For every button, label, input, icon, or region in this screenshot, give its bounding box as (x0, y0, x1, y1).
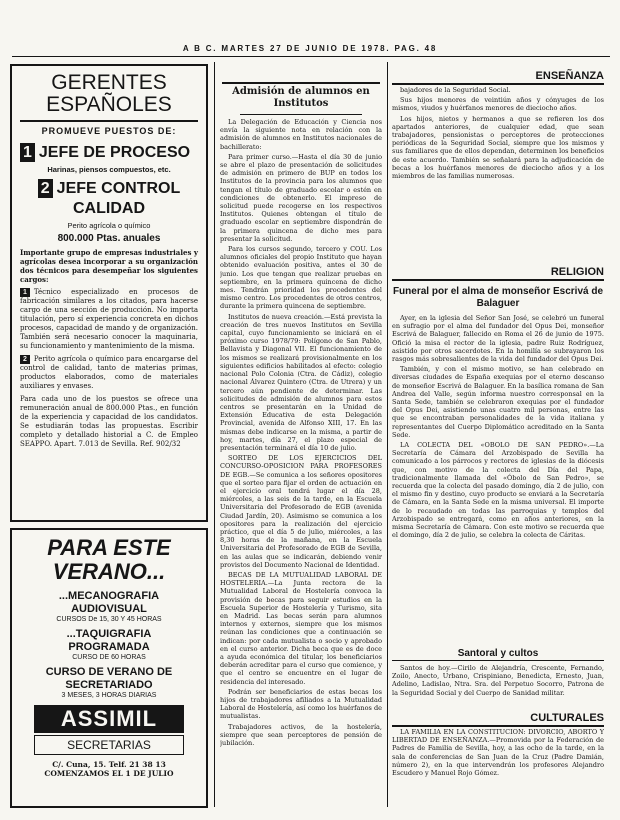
position-1-sub: Harinas, piensos compuestos, etc. (47, 165, 171, 174)
position-2-sub: Perito agrícola o químico (67, 221, 151, 230)
course-2-title: ...TAQUIGRAFIA PROGRAMADA (66, 628, 152, 653)
position-1 (20, 142, 198, 162)
item-2: 2 Perito agrícola o químico para encargarse del control de calidad, tanto de materias primas, productos elaborados, como de materiales auxiliares y envases. (20, 355, 198, 390)
course-1-sub: CURSOS De 15, 30 Y 45 HORAS (56, 616, 162, 623)
course-1-title: ...MECANOGRAFIA AUDIOVISUAL (58, 590, 160, 615)
position-1-number: 1 (20, 143, 35, 162)
school-address: C/. Cuna, 15. Telf. 21 38 13 (52, 760, 166, 769)
section-ensenanza: ENSEÑANZA (392, 70, 604, 85)
article-admision-title: Admisión de alumnos en Institutos (232, 86, 370, 109)
salary: 800.000 Ptas. anuales (57, 233, 161, 244)
position-2 (20, 178, 198, 218)
position-2-number: 2 (38, 179, 53, 198)
secretarias-label: SECRETARIAS (34, 735, 184, 755)
ad-gerentes-title: GERENTES ESPAÑOLES (46, 71, 172, 116)
article-funeral-body: Ayer, en la iglesia del Señor San José, se celebró un funeral en sufragio por el alma del fundador del Opus Dei, monseñor Escrivá de Balaguer, fallecido en Roma el 26 de junio de 1975. Ofició la misa el rector de la iglesia, padre Ruiz Rodríguez, asistido por otros sacerdotes. En la homilía se subrayaron los rasgos más sobresalientes de la vida del fundador del Opus Dei. También, y con el mismo motivo, se han celebrado en diversas ciudades de España exequias por el eterno descanso de monseñor Escrivá de Balaguer. En la basílica romana de San Andrea del Valle, según informa nuestro corresponsal en la Santa Sede, también se celebraron exequias por el fundador del Opus Dei, asistiendo unas cuatro mil personas, entre las que se encontraban personalidades de la vida italiana y representantes del Cuerpo Diplomático acreditado en la Santa Sede. LA COLECTA DEL «OBOLO DE SAN PEDRO».—La Secretaría de Cámara del Arzobispado de Sevilla ha comunicado a los párrocos y rectores de iglesias de la diócesis que, con motivo de la colecta del Día del Papa, tradicionalmente llamada del «Óbolo de San Pedro», se recuerda que la colecta del pasado domingo, día 2 de julio, con el mismo fin y destino, cuyo producto se enviará a la Secretaría de Cámara, en la Santa Sede en la misma universal. El importe de lo recaudado en todas las parroquias y templos del Arzobispado se entregará, como en años anteriores, en la misma Secretaría de Cámara. Con este motivo se recuerda que el domingo, día 2 de julio, se celebra la colecta de Cáritas. (392, 314, 604, 540)
ad-gerentes (10, 64, 208, 522)
promueve-label: PROMUEVE PUESTOS DE: (41, 126, 177, 136)
course-3-sub: 3 MESES, 3 HORAS DIARIAS (61, 692, 157, 699)
column-divider (387, 62, 388, 807)
page-header: A B C. MARTES 27 DE JUNIO DE 1978. PAG. 48 (182, 44, 438, 53)
santoral-title: Santoral y cultos (392, 648, 604, 661)
ad-verano (10, 528, 208, 808)
verano-title-2: VERANO... (52, 559, 166, 584)
column-divider (214, 62, 215, 807)
section-religion: RELIGION (392, 266, 604, 281)
ad-intro: Importante grupo de empresas industriales y agrícolas desea incorporar a su organización dos técnicos para desempeñar los siguientes cargos: (20, 248, 198, 284)
verano-title-1: PARA ESTE (47, 535, 171, 560)
article-familia-body: LA FAMILIA EN LA CONSTITUCION: DIVORCIO, ABORTO Y LIBERTAD DE ENSEÑANZA.—Promovida por la Federación de Padres de Familia de Sevilla, hoy, a las ocho de la tarde, en la sala de conferencias de San Juan de la Cruz (Padre Damián, número 2), en la que intervendrán los profesores Alejandro Escudero y Manuel Rojo Gómez. (392, 728, 604, 778)
position-1-title: JEFE DE PROCESO (38, 144, 191, 161)
article-funeral-title: Funeral por el alma de monseñor Escrivá de Balaguer (392, 286, 604, 309)
santoral-body: Santos de hoy.—Cirilo de Alejandría, Crescente, Fernando, Zoilo, Anecto, Urbano, Crispiniano, Benedicta, Ernesto, Juan, Adelino, Ladislao, Ntra. Sra. del Perpetuo Socorro, Patrona de la Seguridad Social y del Cuerpo de Sanidad militar. (392, 664, 604, 697)
divider (20, 120, 198, 122)
article-title-rule (240, 114, 362, 115)
item-1: 1 Técnico especializado en procesos de fabricación similares a los citados, para hacerse cargo de una sección de producción. No importa titulación, pero sí experiencia concreta en dichos procesos, capacidad de mando y de organización. También será necesario conocer la maquinaria, su funcionamiento y mantenimiento de la misma. (20, 288, 198, 350)
section-culturales: CULTURALES (392, 712, 604, 727)
header-rule (12, 56, 610, 57)
ensenanza-continuation: bajadores de la Seguridad Social. Sus hijos menores de veintiún años y cónyuges de los mismos, viudos y huérfanos menores de dieciocho años. Los hijos, nietos y hermanos a que se refieren los dos apartados anteriores, de cualquier edad, que sean trabajadores, pensionistas o perceptores de protecciones periódicas de la Seguridad Social, siempre que los mismos y sus familiares que de ellos dependan, determinen los beneficios de este acuerdo. También se señalará para la adjudicación de becas a los huérfanos menores de dieciocho años y a los miembros de las familias numerosas. (392, 86, 604, 181)
start-date: COMENZAMOS EL 1 DE JULIO (44, 769, 174, 778)
assimil-logo: ASSIMIL (34, 705, 184, 733)
position-2-title: JEFE CONTROL CALIDAD (56, 180, 181, 217)
course-2-sub: CURSO DE 60 HORAS (72, 654, 146, 661)
ad-footer: Para cada uno de los puestos se ofrece una remuneración anual de 800.000 Ptas., en función de la experiencia y capacidad de los candidatos. Se estudiarán todas las propuestas. Escribir completo y detallado historial a C. de Empleo SEAPPO. Apart. 7.013 de Sevilla. Ref. 902/32 (20, 395, 198, 448)
article-top-rule (222, 82, 380, 84)
course-3-title: CURSO DE VERANO DE SECRETARIADO (45, 666, 173, 691)
article-admision-body: La Delegación de Educación y Ciencia nos envía la siguiente nota en relación con la admisión de alumnos en Institutos nacionales de bachillerato: Para primer curso.—Hasta el día 30 de junio se abre el plazo de presentación de solicitudes de admisión en primero de BUP en todos los Institutos de la provincia para los alumnos que tengan el título de graduado escolar o estén en condiciones de obtenerlo. El impreso de solicitud puede recogerse en los respectivos Institutos. Quienes obtengan el título de graduado escolar en septiembre dispondrán de la primera quincena de dicho mes para presentar la solicitud. Para los cursos segundo, tercero y COU. Los alumnos oficiales del propio Instituto que hayan obtenido evaluación positiva, antes el 30 de junio. Los que tengan que realizar pruebas en septiembre, en la primera quincena de dicho mes. Tendrán prioridad los procedentes del mismo centro. Los procedentes de otros centros, durante la primera quincena de septiembre. Institutos de nueva creación.—Está prevista la creación de tres nuevos Institutos en Sevilla capital, cuyo funcionamiento se iniciará en el próximo curso 1978/79: Polígono de San Pablo, Bellavista y Diagonal VII. El funcionamiento de los mismos se realizará provisionalmente en los siguientes edificios habilitados al efecto: colegio nacional Polo Colonia (Ctra. de Cádiz), colegio nacional Álvarez Quintero (Ctra. de Utrera) y un tercero aún pendiente de determinar. Las solicitudes de admisión de alumnos para estos centros se presentarán en la Unidad de Extensión Educativa de esta Delegación Provincial, avenida de Alfonso XIII, 17. En las mismas debe indicarse en la misma, a partir de hoy, martes, día 27, el plazo especial de presentación terminará el día 10 de julio. SORTEO DE LOS EJERCICIOS DEL CONCURSO-OPOSICION PARA PROFESORES DE EGB.—Se comunica a los señores opositores que el sorteo para fijar el orden de actuación en el ejercicio oral tendrá lugar el día 28, miércoles, a las seis de la tarde, en la Escuela Universitaria del Profesorado de EGB (avenida Ciudad Jardín, 20). Asimismo se comunica a los opositores para la realización del ejercicio práctico, que el día 5 de julio, miércoles, a las 8,30 horas de la mañana, en la Escuela Universitaria del Profesorado de EGB de Sevilla, en las aulas que se indicarán, debiendo venir provistos del Documento Nacional de Identidad. BECAS DE LA MUTUALIDAD LABORAL DE HOSTELERIA.—La Junta rectora de la Mutualidad Laboral de Hostelería convoca la provisión de becas para seguir estudios en la Escuela Superior de Hostelería y Turismo, sita en Madrid. Las becas serán para alumnos internos y externos, siempre que los mismos reúnan las condiciones que a continuación se indican: por cada mutualista o socio y aprobado en el curso anterior. Dicha beca que es de doce a ayuda económica del titular, los beneficiarios deberán acreditar para el curso que comience, y que el centro se encuentre en el lugar de residencia del interesado. Podrán ser beneficiarios de estas becas los hijos de trabajadores afiliados a la Mutualidad Laboral de Hostelería, así como los huérfanos de mutualistas. Trabajadores activos, de la hostelería, siempre que sean perceptores de pensión de jubilación. (220, 118, 382, 748)
